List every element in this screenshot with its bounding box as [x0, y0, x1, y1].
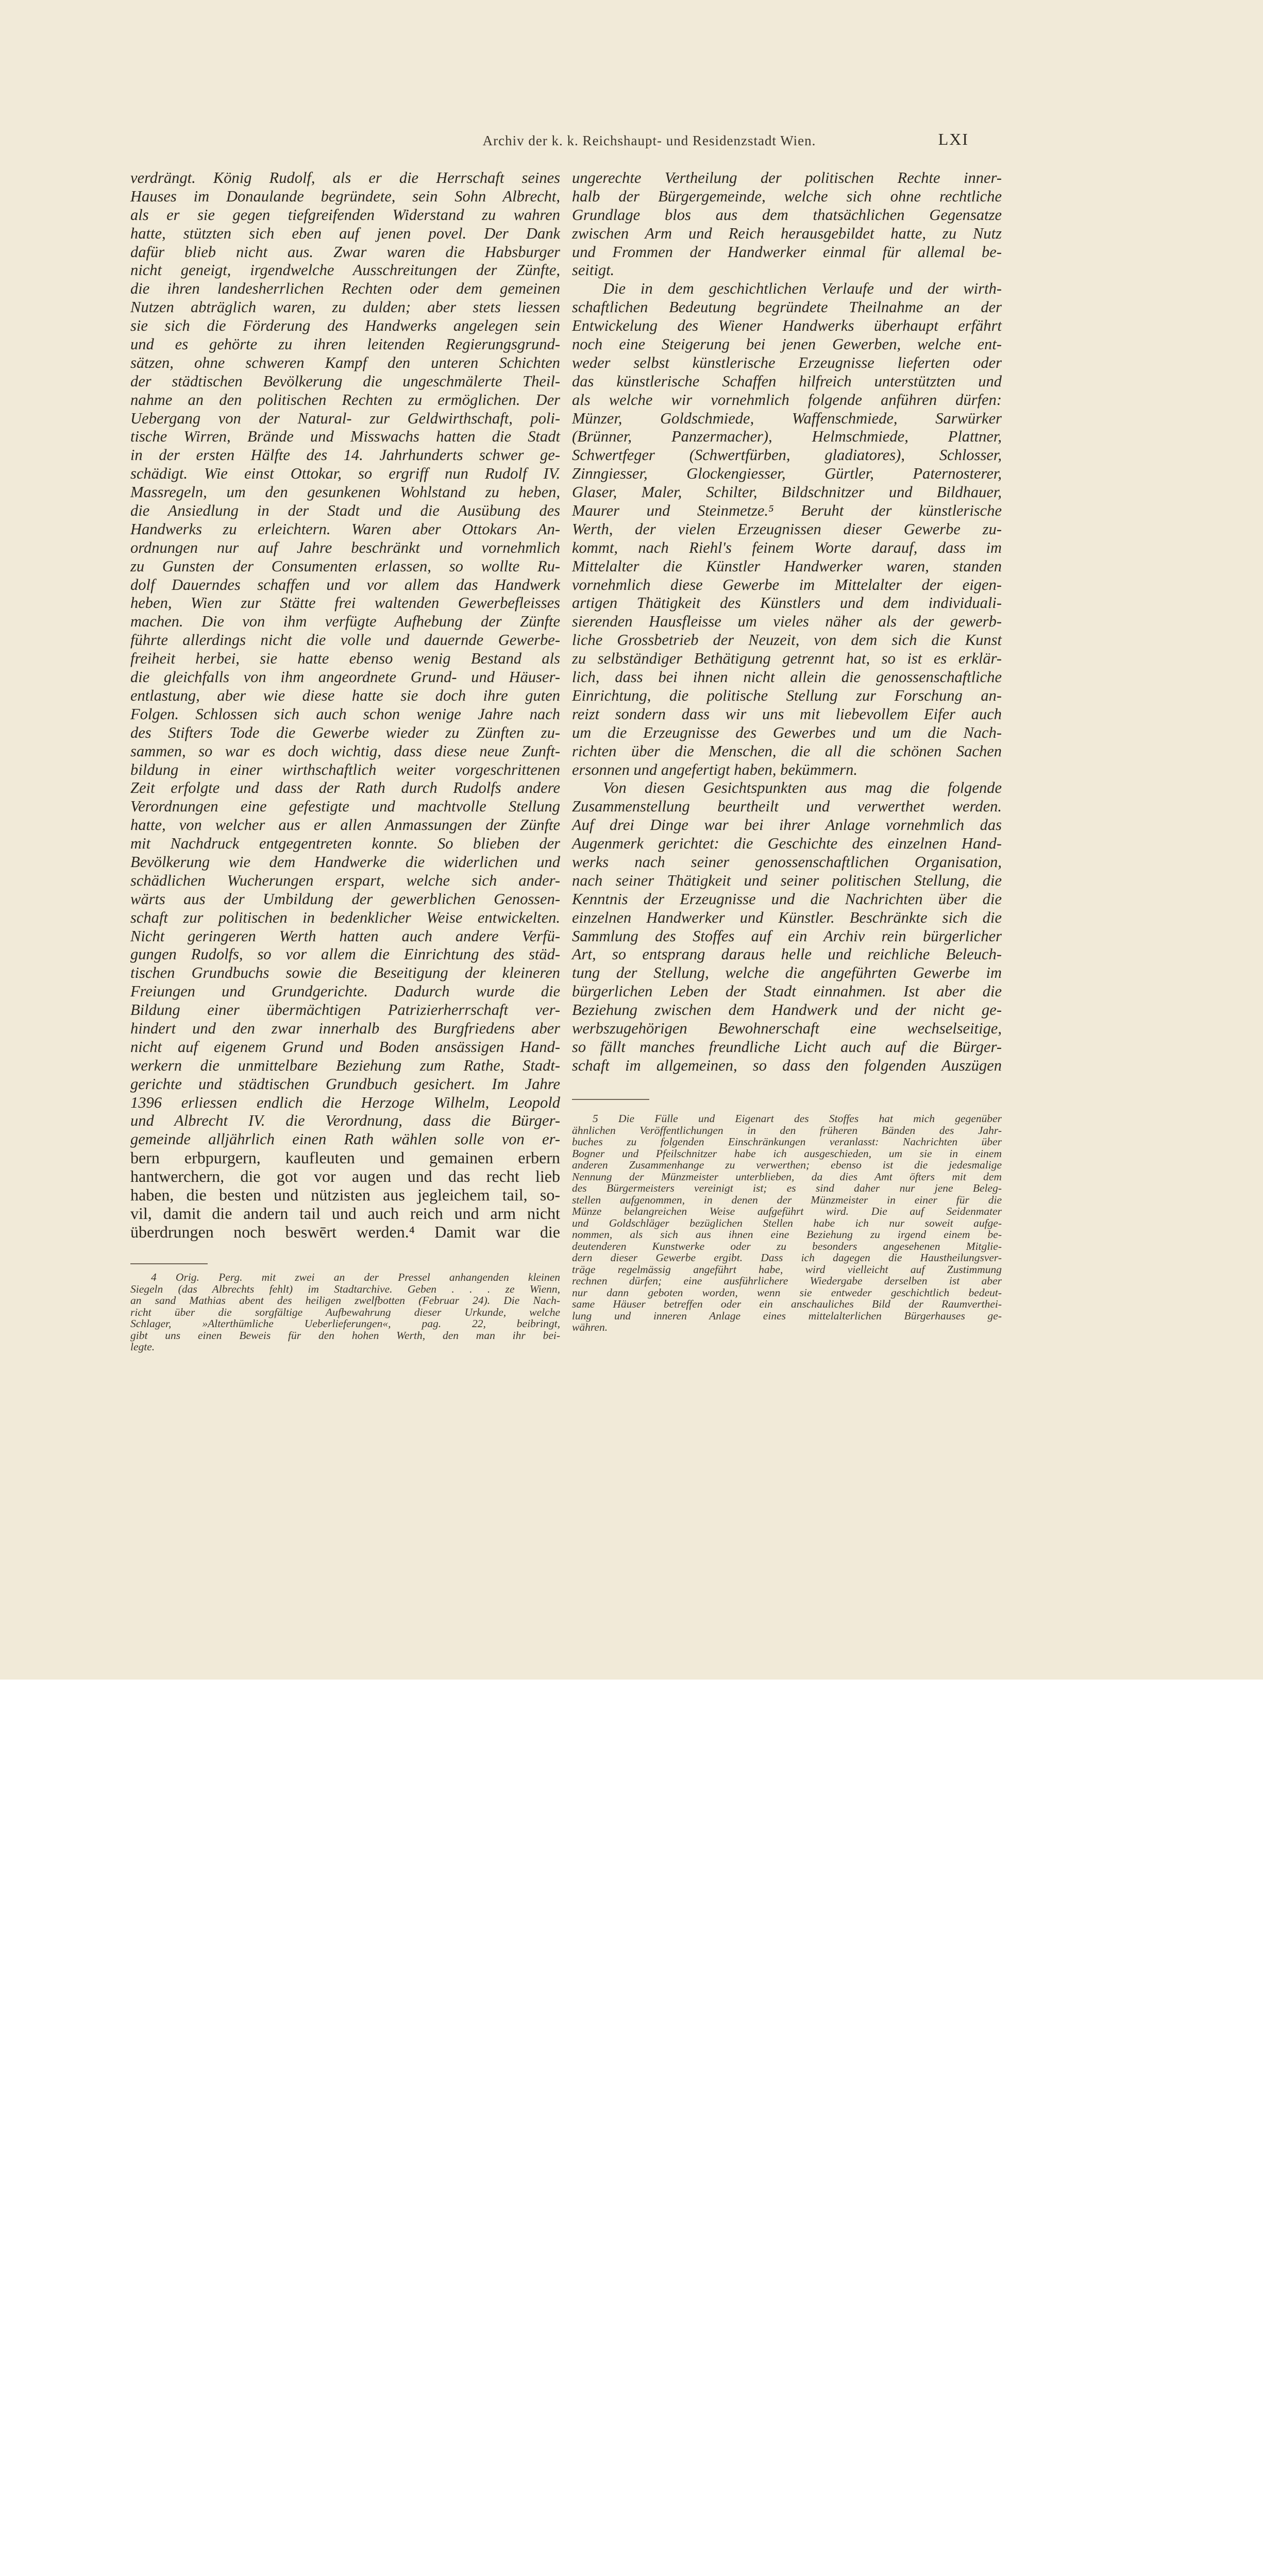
text-line: Uebergang von der Natural- zur Geldwirthschaft, poli- [130, 409, 560, 427]
text-line: Folgen. Schlossen sich auch schon wenige Jahre nach [130, 705, 560, 723]
text-line: Nutzen abträglich waren, zu dulden; aber stets liessen [130, 298, 560, 316]
text-line: nicht auf eigenem Grund und Boden ansässigen Hand- [130, 1038, 560, 1056]
footnote-line: Nennung der Münzmeister unterblieben, da dies Amt öfters mit dem [572, 1170, 1002, 1183]
text-line: ersonnen und angefertigt haben, bekümmern. [572, 760, 857, 778]
text-line: zwischen Arm und Reich herausgebildet hatte, zu Nutz [572, 224, 1002, 242]
text-line: und Frommen der Handwerker einmal für allemal be- [572, 243, 1002, 261]
footnote-line: des Bürgermeisters vereinigt ist; es sind daher nur jene Beleg- [572, 1182, 1002, 1194]
text-line: in der ersten Hälfte des 14. Jahrhunderts schwer ge- [130, 446, 560, 464]
text-line: dafür blieb nicht aus. Zwar waren die Habsburger [130, 243, 560, 261]
text-line: das künstlerische Schaffen hilfreich unterstützten und [572, 372, 1002, 390]
text-line: und es gehörte zu ihren leitenden Regierungsgrund- [130, 335, 560, 353]
text-line: Einrichtung, die politische Stellung zur Forschung an- [572, 686, 1002, 704]
text-line: zu Gunsten der Consumenten erlassen, so wollte Ru- [130, 557, 560, 575]
text-line: Zusammenstellung beurtheilt und verwerthet werden. [572, 798, 1002, 816]
text-line: Schwertfeger (Schwertfürben, gladiatores), Schlosser, [572, 446, 1002, 464]
text-line: Von diesen Gesichtspunkten aus mag die folgende [603, 779, 1002, 797]
footnote-rule-left [130, 1263, 208, 1264]
footnote-line: Schlager, »Alterthümliche Ueberlieferungen«, pag. 22, beibringt, [130, 1317, 560, 1330]
footnote-line: an sand Mathias abent des heiligen zwelfbotten (Februar 24). Die Nach- [130, 1294, 560, 1307]
text-line: werks nach seiner genossenschaftlichen Organisation, [572, 853, 1002, 871]
text-line: Mittelalter die Künstler Handwerker waren, standen [572, 557, 1002, 575]
text-line: Bildung einer übermächtigen Patrizierherrschaft ver- [130, 1001, 560, 1019]
footnote-line: Bogner und Pfeilschnitzer habe ich ausgeschieden, um sie in einem [572, 1147, 1002, 1160]
text-line: Zeit erfolgte und dass der Rath durch Rudolfs andere [130, 779, 560, 797]
text-line: hatte, von welcher aus er allen Anmassungen der Zünfte [130, 816, 560, 834]
text-line: gerichte und städtischen Grundbuch gesichert. Im Jahre [130, 1075, 560, 1093]
text-line: Glaser, Maler, Schilter, Bildschnitzer und Bildhauer, [572, 483, 1002, 501]
text-line: bürgerlichen Leben der Stadt einnahmen. Ist aber die [572, 982, 1002, 1001]
footnote-line: währen. [572, 1321, 608, 1333]
text-line: freiheit herbei, sie hatte ebenso wenig Bestand als [130, 650, 560, 668]
text-line: die Ansiedlung in der Stadt und die Ausübung des [130, 502, 560, 520]
text-line: schaft im allgemeinen, so dass den folgenden Auszügen [572, 1056, 1002, 1074]
footnote-line: richt über die sorgfältige Aufbewahrung dieser Urkunde, welche [130, 1306, 560, 1318]
text-line: halb der Bürgergemeinde, welche sich ohne rechtliche [572, 187, 1002, 205]
text-line: werkern die unmittelbare Beziehung zum Rathe, Stadt- [130, 1056, 560, 1074]
text-line: Zinngiesser, Glockengiesser, Gürtler, Paternosterer, [572, 465, 1002, 483]
text-line: dolf Dauerndes schaffen und vor allem das Handwerk [130, 575, 560, 594]
footnote-line: anderen Zusammenhange zu verwerthen; ebenso ist die jedesmalige [572, 1159, 1002, 1171]
footnote-line: träge regelmässig angeführt habe, wird vielleicht auf Zustimmung [572, 1263, 1002, 1276]
footnote-line: stellen aufgenommen, in denen der Münzmeister in einer für die [572, 1193, 1002, 1206]
text-line: der städtischen Bevölkerung die ungeschmälerte Theil- [130, 372, 560, 390]
text-line: Augenmerk gerichtet: die Geschichte des einzelnen Hand- [572, 835, 1002, 853]
text-line: machen. Die von ihm verfügte Aufhebung der Zünfte [130, 613, 560, 631]
footnote-line: Münze belangreichen Weise aufgeführt wird. Die auf Seidenmater [572, 1205, 1002, 1217]
footnote-5 [572, 1113, 1002, 1333]
text-line: Handwerks zu erleichtern. Waren aber Ottokars An- [130, 520, 560, 538]
footnote-line: 4 Orig. Perg. mit zwei an der Pressel anhangenden kleinen [151, 1271, 560, 1283]
footnote-line: buches zu folgenden Einschränkungen veranlasst: Nachrichten über [572, 1136, 1002, 1148]
text-line: führte allerdings nicht die volle und dauernde Gewerbe- [130, 631, 560, 649]
text-line: ungerechte Vertheilung der politischen Rechte inner- [572, 169, 1002, 187]
text-line: Beziehung zwischen dem Handwerk und der nicht ge- [572, 1001, 1002, 1019]
text-line: gungen Rudolfs, so vor allem die Einrichtung des städ- [130, 945, 560, 963]
text-line: seitigt. [572, 261, 615, 279]
text-line: die ihren landesherrlichen Rechten oder dem gemeinen [130, 280, 560, 298]
text-line: artigen Thätigkeit des Künstlers und dem individuali- [572, 594, 1002, 612]
text-line: vornehmlich diese Gewerbe im Mittelalter der eigen- [572, 575, 1002, 594]
text-line: hatte, stützten sich eben auf jenen povel. Der Dank [130, 224, 560, 242]
text-line: Freiungen und Grundgerichte. Dadurch wurde die [130, 982, 560, 1001]
text-line: nicht geneigt, irgendwelche Ausschreitungen der Zünfte, [130, 261, 560, 279]
text-line: sammen, so war es doch wichtig, dass diese neue Zunft- [130, 742, 560, 760]
text-line: bildung in einer wirthschaftlich weiter vorgeschrittenen [130, 760, 560, 778]
text-line: überdrungen noch beswērt werden.⁴ Damit war die [130, 1222, 560, 1241]
text-line: Hauses im Donaulande begründete, sein Sohn Albrecht, [130, 187, 560, 205]
text-line: 1396 erliessen endlich die Herzoge Wilhelm, Leopold [130, 1093, 560, 1111]
text-line: Entwickelung des Wiener Handwerks überhaupt erfährt [572, 317, 1002, 335]
text-line: tischen Grundbuchs sowie die Beseitigung der kleineren [130, 964, 560, 982]
running-head: Archiv der k. k. Reichshaupt- und Residenzstadt Wien. [482, 133, 816, 148]
footnote-line: lung und inneren Anlage eines mittelalterlichen Bürgerhauses ge- [572, 1309, 1002, 1322]
text-line: richten über die Menschen, die all die schönen Sachen [572, 742, 1002, 760]
text-line: sie sich die Förderung des Handwerks angelegen sein [130, 317, 560, 335]
text-line: sierenden Hausfleisse um vieles näher als der gewerb- [572, 613, 1002, 631]
text-line: Maurer und Steinmetze.⁵ Beruht der künstlerische [572, 502, 1002, 520]
text-line: die gleichfalls von ihm angeordnete Grund- und Häuser- [130, 668, 560, 686]
text-line: Grundlage blos aus dem thatsächlichen Gegensatze [572, 206, 1002, 224]
text-line: zu selbständiger Bethätigung getrennt hat, so ist es erklär- [572, 650, 1002, 668]
text-line: wärts aus der Umbildung der gewerblichen Genossen- [130, 890, 560, 908]
text-line: schaft zur politischen in bedenklicher Weise entwickelten. [130, 908, 560, 926]
text-line: lich, dass bei ihnen nicht allein die genossenschaftliche [572, 668, 1002, 686]
text-line: kommt, nach Riehl's feinem Worte darauf, dass im [572, 538, 1002, 556]
text-line: Kenntnis der Erzeugnisse und die Nachrichten über die [572, 890, 1002, 908]
text-line: Werth, der vielen Erzeugnissen dieser Gewerbe zu- [572, 520, 1002, 538]
footnote-line: Siegeln (das Albrechts fehlt) im Stadtarchive. Geben . . . ze Wienn, [130, 1282, 560, 1295]
text-line: noch eine Steigerung bei jenen Gewerben, welche ent- [572, 335, 1002, 353]
text-line: als er sie gegen tiefgreifenden Widerstand zu wahren [130, 206, 560, 224]
text-line: so fällt manches freundliche Licht auch auf die Bürger- [572, 1038, 1002, 1056]
text-line: des Stifters Tode die Gewerbe wieder zu Zünften zu- [130, 723, 560, 741]
text-line: Art, so entsprang daraus helle und reichliche Beleuch- [572, 945, 1002, 963]
text-line: sätzen, ohne schweren Kampf den unteren Schichten [130, 353, 560, 371]
footnote-line: gibt uns einen Beweis für den hohen Werth, den man ihr bei- [130, 1329, 560, 1342]
text-line: schaftlichen Bedeutung begründete Theilnahme an der [572, 298, 1002, 316]
text-line: um die Erzeugnisse des Gewerbes und um die Nach- [572, 723, 1002, 741]
text-line: haben, die besten und nützisten aus jegleichem tail, so- [130, 1185, 560, 1204]
left-text-column [130, 169, 560, 1242]
footnote-line: 5 Die Fülle und Eigenart des Stoffes hat mich gegenüber [593, 1112, 1002, 1125]
text-line: Auf drei Dinge war bei ihrer Anlage vornehmlich das [572, 816, 1002, 834]
text-line: schädigt. Wie einst Ottokar, so ergriff nun Rudolf IV. [130, 465, 560, 483]
text-line: entlastung, aber wie diese hatte sie doch ihre guten [130, 686, 560, 704]
right-text-column [572, 169, 1002, 1075]
text-line: (Brünner, Panzermacher), Helmschmiede, Plattner, [572, 428, 1002, 446]
text-line: werbszugehörigen Bewohnerschaft eine wechselseitige, [572, 1019, 1002, 1037]
text-line: Bevölkerung wie dem Handwerke die widerlichen und [130, 853, 560, 871]
footer-bar [0, 1680, 1263, 1760]
text-line: liche Grossbetrieb der Neuzeit, von dem sich die Kunst [572, 631, 1002, 649]
text-line: tische Wirren, Brände und Misswachs hatten die Stadt [130, 428, 560, 446]
footnote-rule-right [572, 1099, 649, 1100]
text-line: Münzer, Goldschmiede, Waffenschmiede, Sarwürker [572, 409, 1002, 427]
text-line: Massregeln, um den gesunkenen Wohlstand zu heben, [130, 483, 560, 501]
text-line: und Albrecht IV. die Verordnung, dass die Bürger- [130, 1112, 560, 1130]
footnote-line: dern dieser Gewerbe ergibt. Dass ich dagegen die Haustheilungsver- [572, 1251, 1002, 1264]
footnote-line: deutenderen Kunstwerke oder zu besonders angesehenen Mitglie- [572, 1240, 1002, 1252]
text-line: tung der Stellung, welche die angeführten Gewerbe im [572, 964, 1002, 982]
text-line: schädlichen Wucherungen erspart, welche sich ander- [130, 871, 560, 889]
footnote-line: und Goldschläger bezüglichen Stellen habe ich nur soweit aufge- [572, 1216, 1002, 1229]
text-line: vil, damit die andern tail und auch reich und arm nicht [130, 1204, 560, 1223]
text-line: bern erbpurgern, kaufleuten und gemainen erbern [130, 1148, 560, 1167]
footnote-line: rechnen dürfen; eine ausführlichere Wiedergabe derselben ist aber [572, 1275, 1002, 1287]
text-line: ordnungen nur auf Jahre beschränkt und vornehmlich [130, 538, 560, 556]
text-line: Die in dem geschichtlichen Verlaufe und der wirth- [603, 280, 1002, 298]
footnote-4 [130, 1272, 560, 1353]
text-line: hantwerchern, die got vor augen und das recht lieb [130, 1167, 560, 1186]
text-line: Nicht geringeren Werth hatten auch andere Verfü- [130, 927, 560, 945]
footnote-line: ähnlichen Veröffentlichungen in den früheren Bänden des Jahr- [572, 1124, 1002, 1137]
text-line: Sammlung des Stoffes auf ein Archiv rein bürgerlicher [572, 927, 1002, 945]
footnote-line: nommen, als sich aus ihnen eine Beziehung zu irgend einem be- [572, 1228, 1002, 1241]
text-line: reizt sondern dass wir uns mit liebevollem Eifer auch [572, 705, 1002, 723]
text-line: nahme an den politischen Rechten zu ermöglichen. Der [130, 391, 560, 409]
page-number: LXI [938, 130, 969, 148]
text-line: Verordnungen eine gefestigte und machtvolle Stellung [130, 798, 560, 816]
text-line: verdrängt. König Rudolf, als er die Herrschaft seines [130, 169, 560, 187]
text-line: einzelnen Handwerker und Künstler. Beschränkte sich die [572, 908, 1002, 926]
text-line: mit Nachdruck entgegentreten konnte. So blieben der [130, 835, 560, 853]
text-line: nach seiner Thätigkeit und seiner politischen Stellung, die [572, 871, 1002, 889]
text-line: gemeinde alljährlich einen Rath wählen solle von er- [130, 1130, 560, 1148]
text-line: weder selbst künstlerische Erzeugnisse lieferten oder [572, 353, 1002, 371]
text-line: als welche wir vornehmlich folgende anführen dürfen: [572, 391, 1002, 409]
footnote-line: nur dann geboten worden, wenn sie entweder geschichtlich bedeut- [572, 1286, 1002, 1299]
text-line: heben, Wien zur Stätte frei waltenden Gewerbefleisses [130, 594, 560, 612]
footnote-line: same Häuser betreffen oder ein anschauliches Bild der Raumverthei- [572, 1298, 1002, 1310]
footnote-line: legte. [130, 1341, 155, 1353]
text-line: hindert und den zwar innerhalb des Burgfriedens aber [130, 1019, 560, 1037]
